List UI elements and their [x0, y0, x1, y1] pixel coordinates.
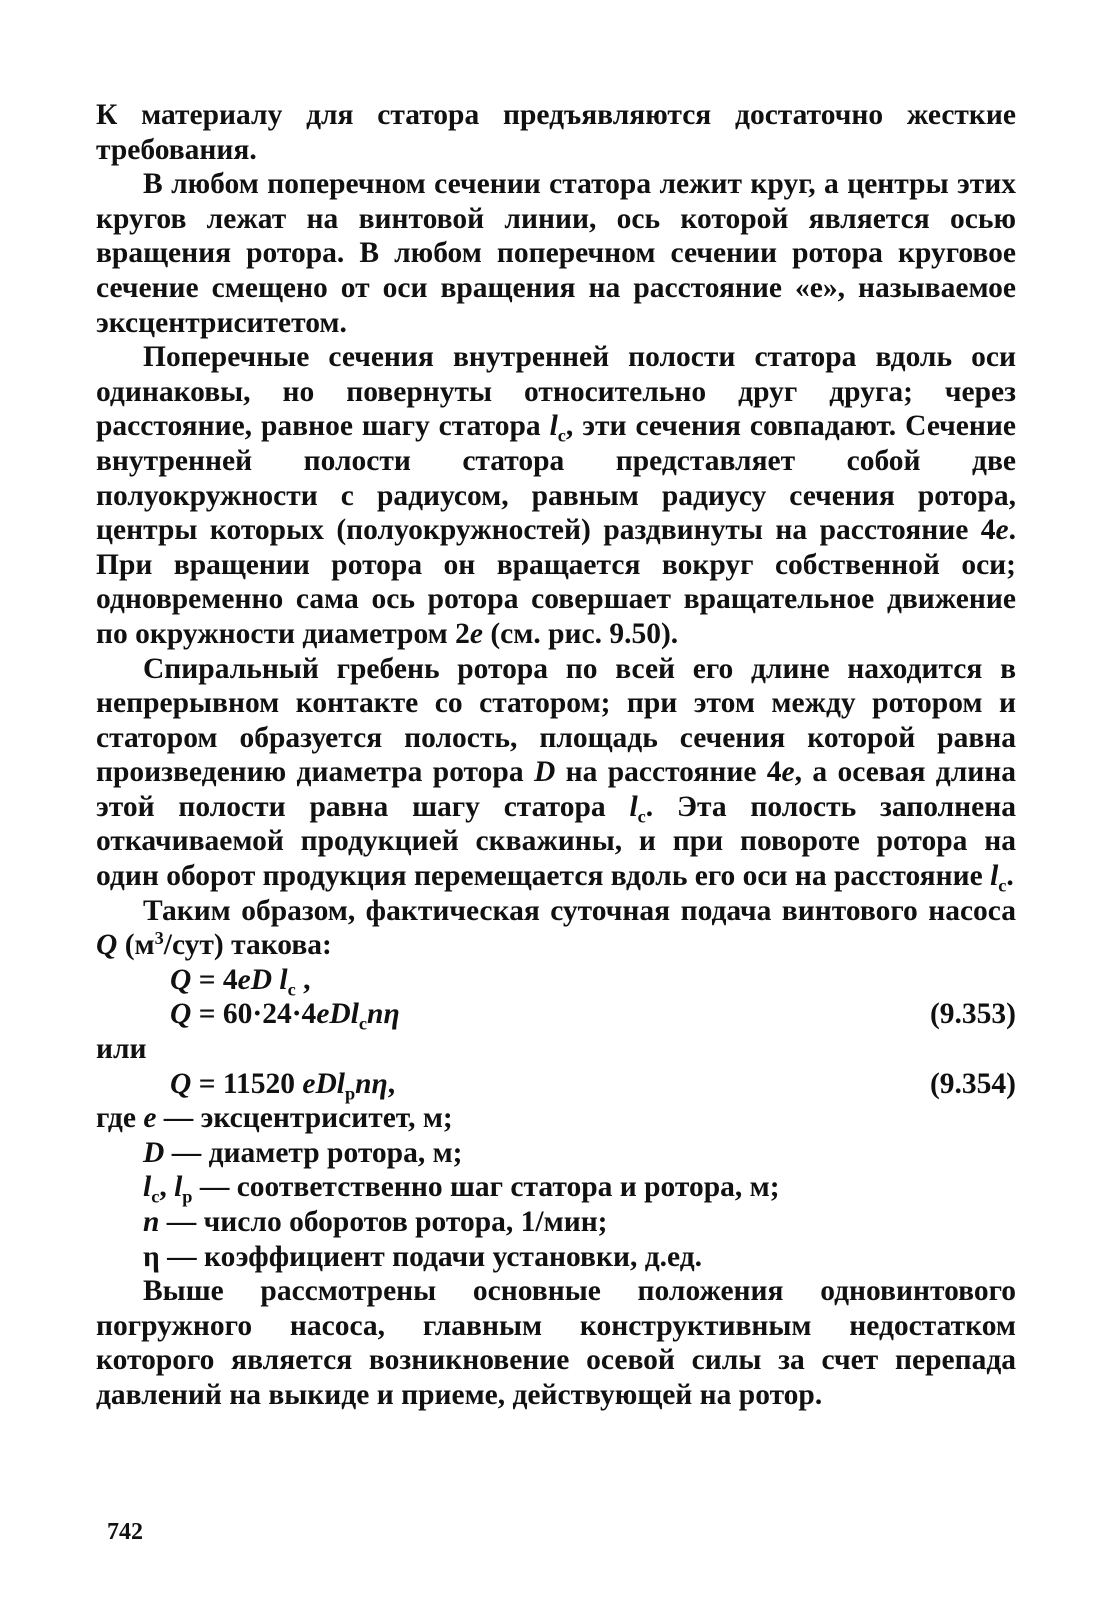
formula-q-basic: Q = 4eD $l_с$ , [170, 963, 311, 1000]
page-number: 742 [107, 1519, 143, 1545]
definition-eta: η — коэффициент подачи установки, д.ед. [143, 1240, 703, 1273]
definition-n: n — число оборотов ротора, 1/мин; [143, 1206, 608, 1238]
paragraph-daily-flow: Таким образом, фактическая суточная подача винтового насоса Q $(м^3/сут)$ такова: [96, 894, 1016, 962]
definition-l: $l_с$, $l_р$ — соответственно шаг статора и ротора, м; [143, 1171, 780, 1207]
paragraph-stator-cavity: Поперечные сечения внутренней полости статора вдоль оси одинаковы, но повернуты относительно друг друга; через расстояние, равное шагу статора $l_с$, эти сечения совпадают. Сечение внутренней полости статора представляет собой две полуокружности с радиусом, равным радиусу сечения ротора, центры которых (полуокружностей) раздвинуты на расстояние 4е. При вращении ротора он вращается вокруг собственной оси; одновременно сама ось ротора совершает вращательное движение по окружности диаметром 2е (см. рис. 9.50). [96, 341, 1016, 650]
formula-9-354: Q = 11520 eDl$_р$nη, (9.354) [170, 1067, 1016, 1104]
paragraph-conclusion: Выше рассмотрены основные положения одновинтового погружного насоса, главным конструктивным недостатком которого является возникновение осевой силы за счет перепада давлений на выкиде и приеме, действующей на ротор. [96, 1275, 1016, 1411]
definition-e: где е — эксцентриситет, м; [96, 1102, 453, 1135]
paragraph-stator-material: К материалу для статора предъявляются достаточно жесткие требования. [96, 99, 1016, 166]
body-text [96, 98, 1016, 1413]
connector-or: или [96, 1033, 147, 1066]
paragraph-stator-section: В любом поперечном сечении статора лежит круг, а центры этих кругов лежат на винтовой линии, ось которой является осью вращения ротора. В любом поперечном сечении ротора круговое сечение смещено от оси вращения на расстояние «е», называемое эксцентриситетом. [96, 168, 1016, 339]
formula-9-353: Q = 60·24·4eDl$_с$nη (9.353) [170, 998, 1016, 1034]
symbol-l: l [549, 410, 558, 443]
paragraph-rotor-ridge: Спиральный гребень ротора по всей его длине находится в непрерывном контакте со статором; при этом между ротором и статором образуется полость, площадь сечения которой равна произведению диаметра ротора D на расстояние 4е, а осевая длина этой полости равна шагу статора $l_с$. Эта полость заполнена откачиваемой продукцией скважины, и при повороте ротора на один оборот продукция перемещается вдоль его оси на расстояние $l_с$. [96, 652, 1016, 896]
equation-number: (9.354) [929, 1067, 1016, 1100]
equation-number: (9.353) [929, 998, 1016, 1031]
definition-D: D — диаметр ротора, м; [143, 1136, 463, 1169]
